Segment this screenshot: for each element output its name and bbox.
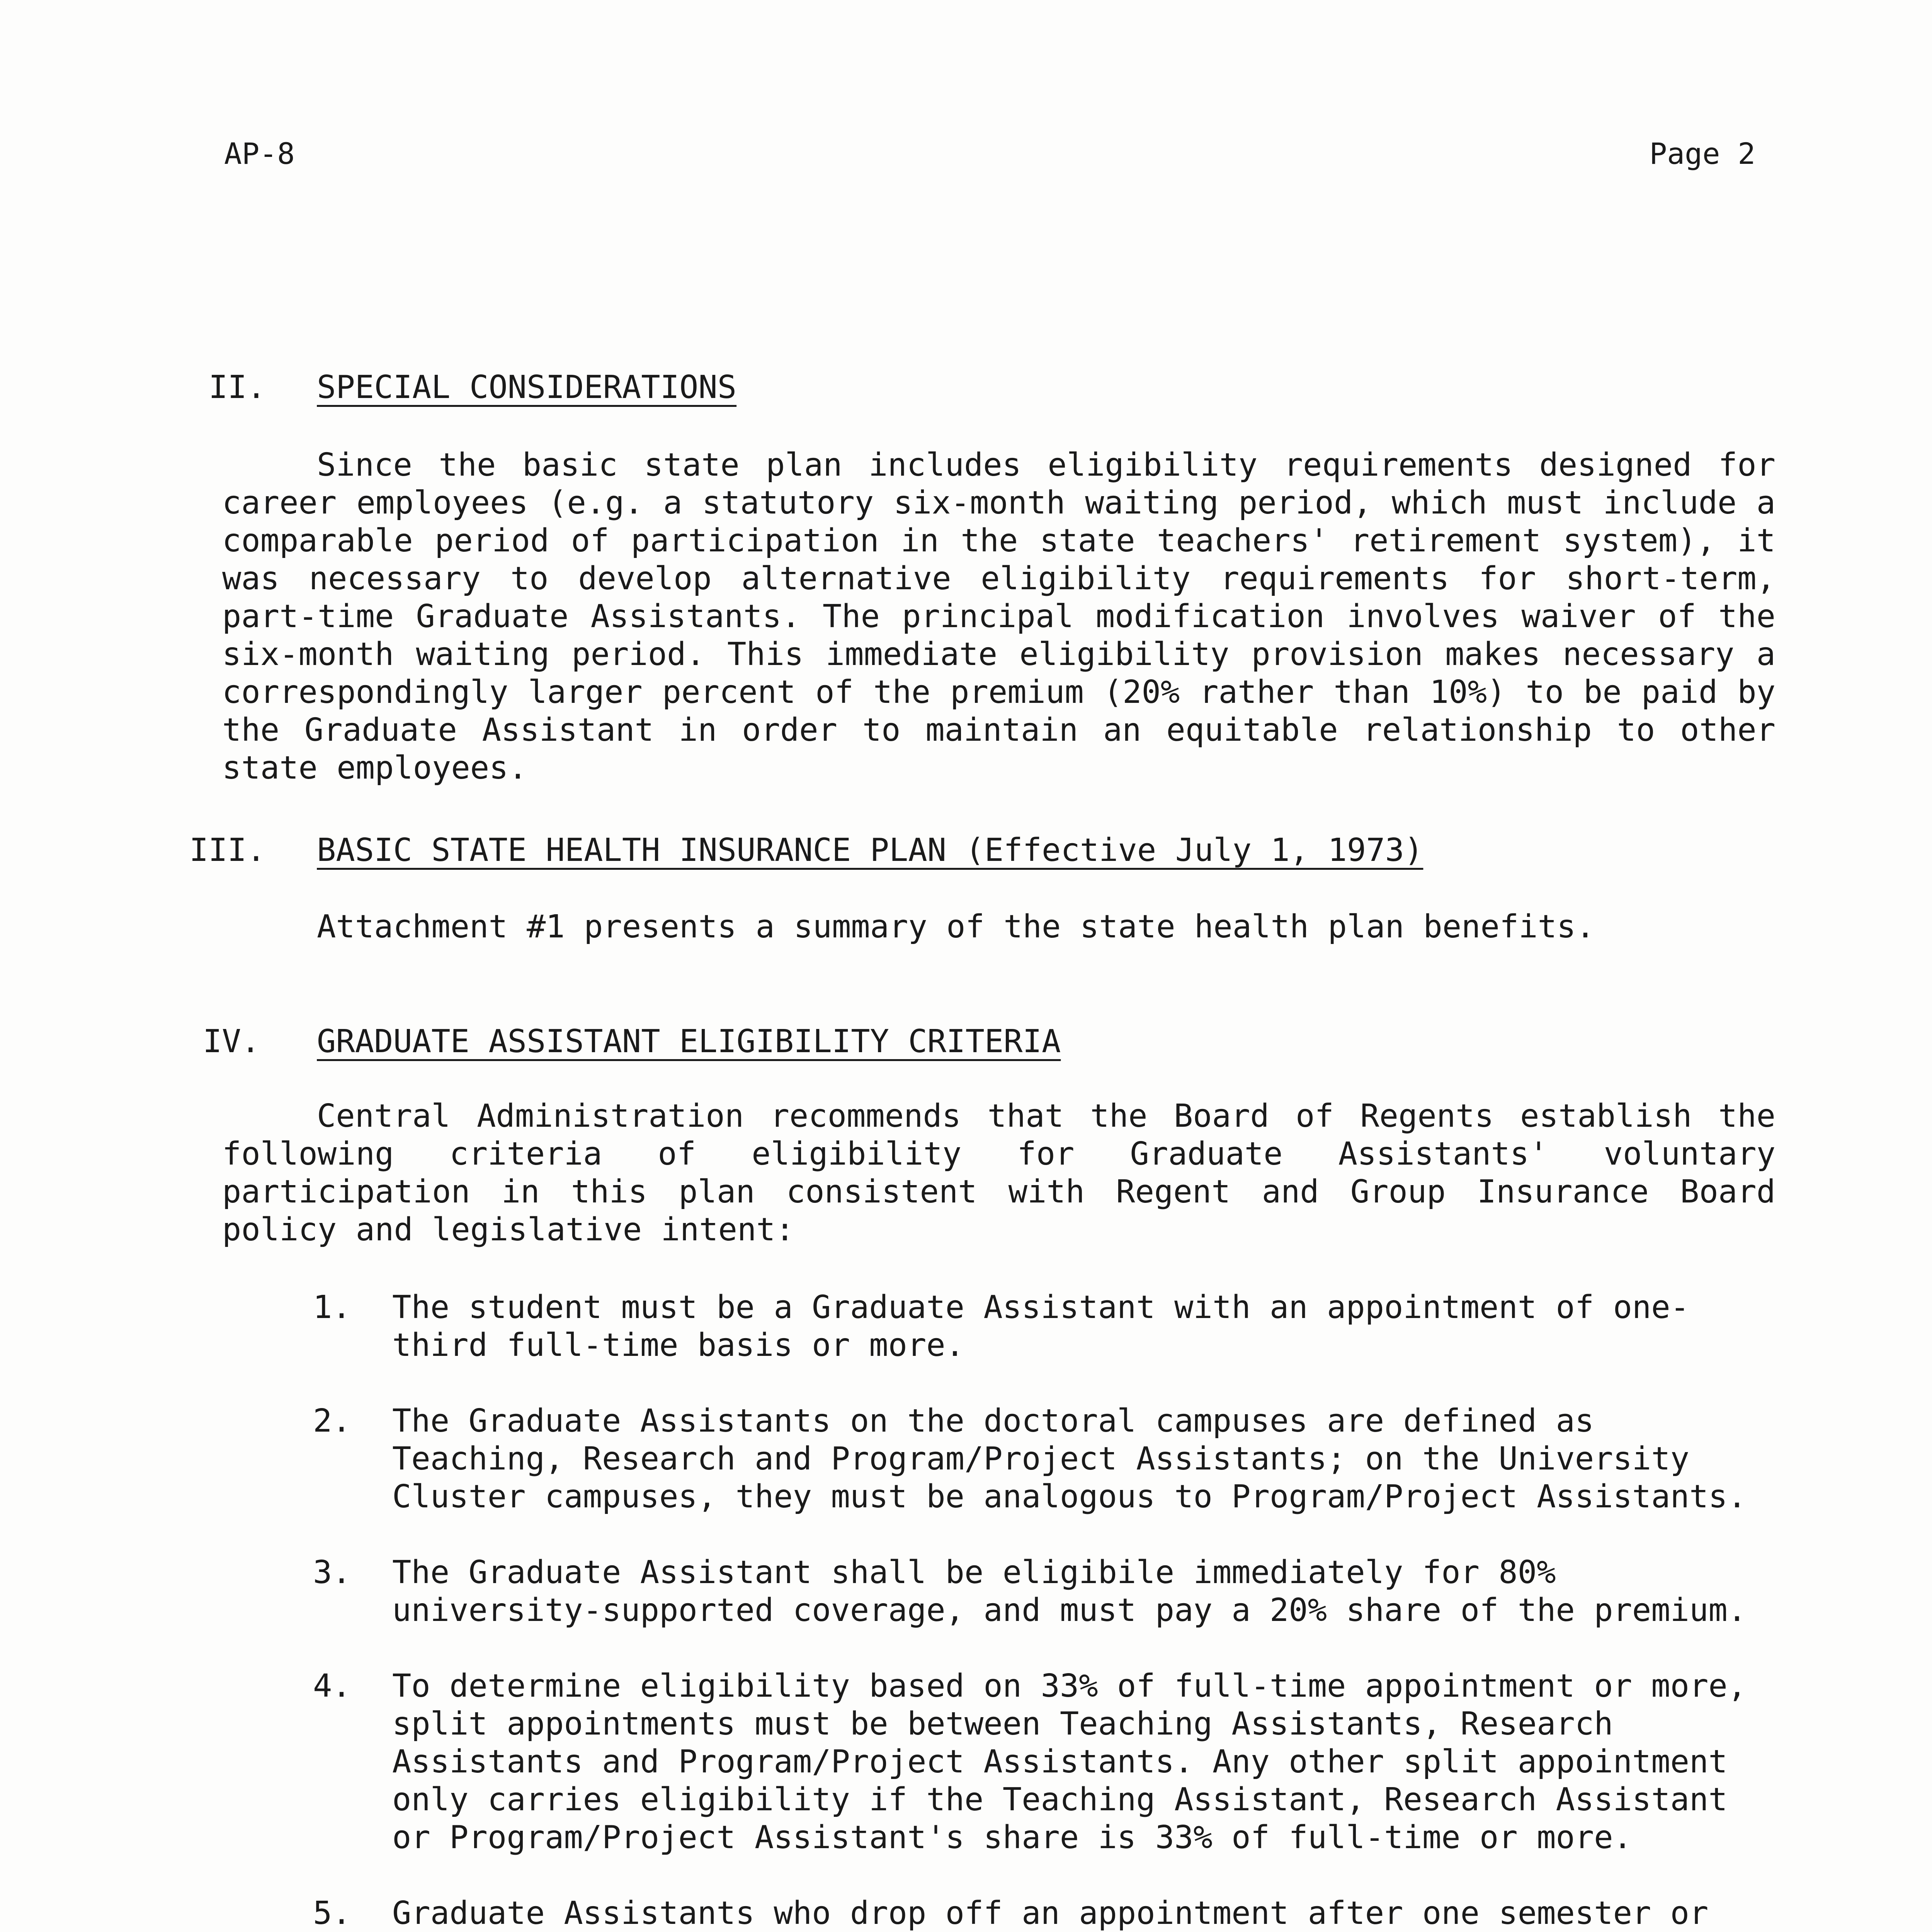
list-item-text: The Graduate Assistant shall be eligibile immediately for 80% university-supported coverage, and must pay a 20% share of the premium.: [392, 1554, 1747, 1629]
list-item-number: 3.: [313, 1554, 351, 1591]
document-code: AP-8: [224, 136, 295, 171]
section-3-title: BASIC STATE HEALTH INSURANCE PLAN (Effective July 1, 1973): [317, 832, 1423, 869]
list-item: [313, 1667, 1766, 1857]
section-4-number: IV.: [203, 1023, 260, 1060]
section-3-number: III.: [189, 832, 266, 869]
list-item-text: The student must be a Graduate Assistant with an appointment of one-third full-time basis or more.: [392, 1289, 1690, 1364]
list-item: [313, 1554, 1766, 1629]
list-item-text: The Graduate Assistants on the doctoral campuses are defined as Teaching, Research and Program/Project Assistants; on the University Cluster campuses, they must be analogous to Program/Project Assistants.: [392, 1403, 1747, 1515]
section-4-body: Central Administration recommends that the Board of Regents establish the following criteria of eligibility for Graduate Assistants' voluntary participation in this plan consistent with Regent and Group Insurance Board policy and legislative intent:: [222, 1098, 1776, 1248]
list-item-number: 1.: [313, 1289, 351, 1326]
list-item-number: 2.: [313, 1403, 351, 1439]
list-item: [313, 1402, 1766, 1516]
list-item-number: 5.: [313, 1895, 351, 1932]
section-2-number: II.: [209, 369, 266, 406]
list-item-number: 4.: [313, 1668, 351, 1704]
list-item: [313, 1289, 1766, 1364]
list-item: [313, 1895, 1766, 1932]
list-item-text: To determine eligibility based on 33% of full-time appointment or more, split appointments must be between Teaching Assistants, Research Assistants and Program/Project Assistants. Any other split appointment only carries eligibility if the Teaching Assistant, Research Assistant or Program/Project Assistant's share is 33% of full-time or more.: [392, 1668, 1747, 1856]
section-2-body: Since the basic state plan includes eligibility requirements designed for career employees (e.g. a statutory six-month waiting period, which must include a comparable period of participation in the state teachers' retirement system), it was necessary to develop alternative eligibility requirements for short-term, part-time Graduate Assistants. The principal modification involves waiver of the six-month waiting period. This immediate eligibility provision makes necessary a correspondingly larger percent of the premium (20% rather than 10%) to be paid by the Graduate Assistant in order to maintain an equitable relationship to other state employees.: [222, 447, 1776, 786]
page-number: Page 2: [1649, 136, 1755, 171]
section-3-body: Attachment #1 presents a summary of the state health plan benefits.: [317, 908, 1595, 945]
section-2-title: SPECIAL CONSIDERATIONS: [317, 369, 737, 406]
eligibility-criteria-list: [313, 1289, 1766, 1932]
list-item-text: Graduate Assistants who drop off an appointment after one semester or: [392, 1895, 1709, 1932]
section-4-title: GRADUATE ASSISTANT ELIGIBILITY CRITERIA: [317, 1023, 1061, 1060]
